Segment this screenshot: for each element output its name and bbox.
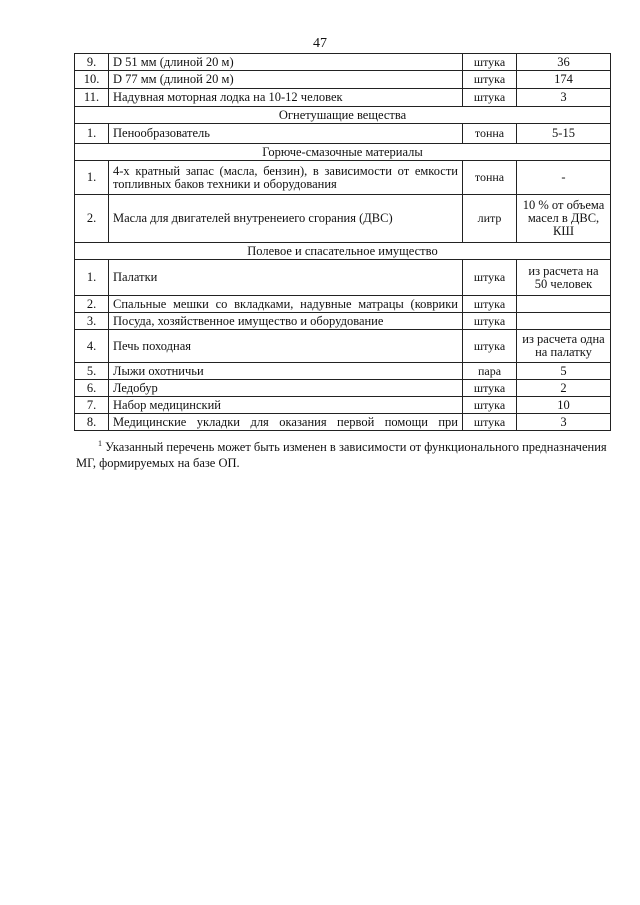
- row-number: 9.: [75, 54, 109, 71]
- row-unit: штука: [463, 89, 517, 107]
- row-name: D 77 мм (длиной 20 м): [109, 71, 463, 89]
- row-number: 6.: [75, 380, 109, 397]
- row-quantity: [517, 296, 611, 313]
- row-number: 11.: [75, 89, 109, 107]
- equipment-table: [74, 53, 611, 431]
- footnote: [76, 436, 608, 471]
- table-row: [75, 195, 611, 243]
- row-unit: пара: [463, 363, 517, 380]
- section-title: Горюче-смазочные материалы: [75, 144, 611, 161]
- table-row: [75, 330, 611, 363]
- row-quantity: из расчета на 50 человек: [517, 260, 611, 296]
- table-row: [75, 89, 611, 107]
- row-unit: штука: [463, 296, 517, 313]
- footnote-marker: 1: [98, 439, 102, 448]
- table-row: [75, 260, 611, 296]
- table-row: [75, 71, 611, 89]
- row-name: Масла для двигателей внутренеиего сгорания (ДВС): [109, 195, 463, 243]
- row-unit: литр: [463, 195, 517, 243]
- row-name: Палатки: [109, 260, 463, 296]
- row-quantity: 174: [517, 71, 611, 89]
- row-unit: штука: [463, 54, 517, 71]
- table-row: [75, 414, 611, 431]
- row-unit: штука: [463, 380, 517, 397]
- row-unit: тонна: [463, 161, 517, 195]
- row-quantity: 5-15: [517, 124, 611, 144]
- table-row: [75, 380, 611, 397]
- section-header-row: [75, 144, 611, 161]
- row-name: 4-х кратный запас (масла, бензин), в зависимости от емкости топливных баков техники и оборудования: [109, 161, 463, 195]
- row-number: 2.: [75, 195, 109, 243]
- row-number: 1.: [75, 124, 109, 144]
- footnote-text: Указанный перечень может быть изменен в зависимости от функционального предназначения МГ, формируемых на базе ОП.: [76, 440, 607, 470]
- row-quantity: 5: [517, 363, 611, 380]
- table-row: [75, 296, 611, 313]
- row-number: 1.: [75, 260, 109, 296]
- row-number: 1.: [75, 161, 109, 195]
- row-unit: штука: [463, 330, 517, 363]
- row-number: 10.: [75, 71, 109, 89]
- row-quantity: 3: [517, 414, 611, 431]
- table-row: [75, 161, 611, 195]
- table-row: [75, 54, 611, 71]
- row-name: Посуда, хозяйственное имущество и оборудование: [109, 313, 463, 330]
- row-number: 3.: [75, 313, 109, 330]
- row-name: Пенообразователь: [109, 124, 463, 144]
- table-row: [75, 313, 611, 330]
- section-header-row: [75, 243, 611, 260]
- row-quantity: 36: [517, 54, 611, 71]
- row-number: 4.: [75, 330, 109, 363]
- row-unit: штука: [463, 260, 517, 296]
- row-quantity: 3: [517, 89, 611, 107]
- section-title: Полевое и спасательное имущество: [75, 243, 611, 260]
- row-name: Ледобур: [109, 380, 463, 397]
- row-name: Печь походная: [109, 330, 463, 363]
- section-title: Огнетушащие вещества: [75, 107, 611, 124]
- row-quantity: 2: [517, 380, 611, 397]
- row-unit: штука: [463, 313, 517, 330]
- row-quantity: из расчета одна на палатку: [517, 330, 611, 363]
- row-quantity: 10: [517, 397, 611, 414]
- row-unit: штука: [463, 414, 517, 431]
- row-number: 8.: [75, 414, 109, 431]
- table-row: [75, 363, 611, 380]
- row-quantity: [517, 313, 611, 330]
- row-quantity: 10 % от объема масел в ДВС, КШ: [517, 195, 611, 243]
- row-name: Медицинские укладки для оказания первой помощи при: [109, 414, 463, 431]
- row-name: Лыжи охотничьи: [109, 363, 463, 380]
- table-row: [75, 124, 611, 144]
- row-unit: штука: [463, 71, 517, 89]
- table-row: [75, 397, 611, 414]
- row-name: Набор медицинский: [109, 397, 463, 414]
- row-name: D 51 мм (длиной 20 м): [109, 54, 463, 71]
- row-name: Надувная моторная лодка на 10-12 человек: [109, 89, 463, 107]
- row-name: Спальные мешки со вкладками, надувные матрацы (коврики: [109, 296, 463, 313]
- row-unit: штука: [463, 397, 517, 414]
- page-number: 47: [313, 36, 327, 51]
- row-number: 5.: [75, 363, 109, 380]
- row-quantity: -: [517, 161, 611, 195]
- row-number: 7.: [75, 397, 109, 414]
- section-header-row: [75, 107, 611, 124]
- row-number: 2.: [75, 296, 109, 313]
- row-unit: тонна: [463, 124, 517, 144]
